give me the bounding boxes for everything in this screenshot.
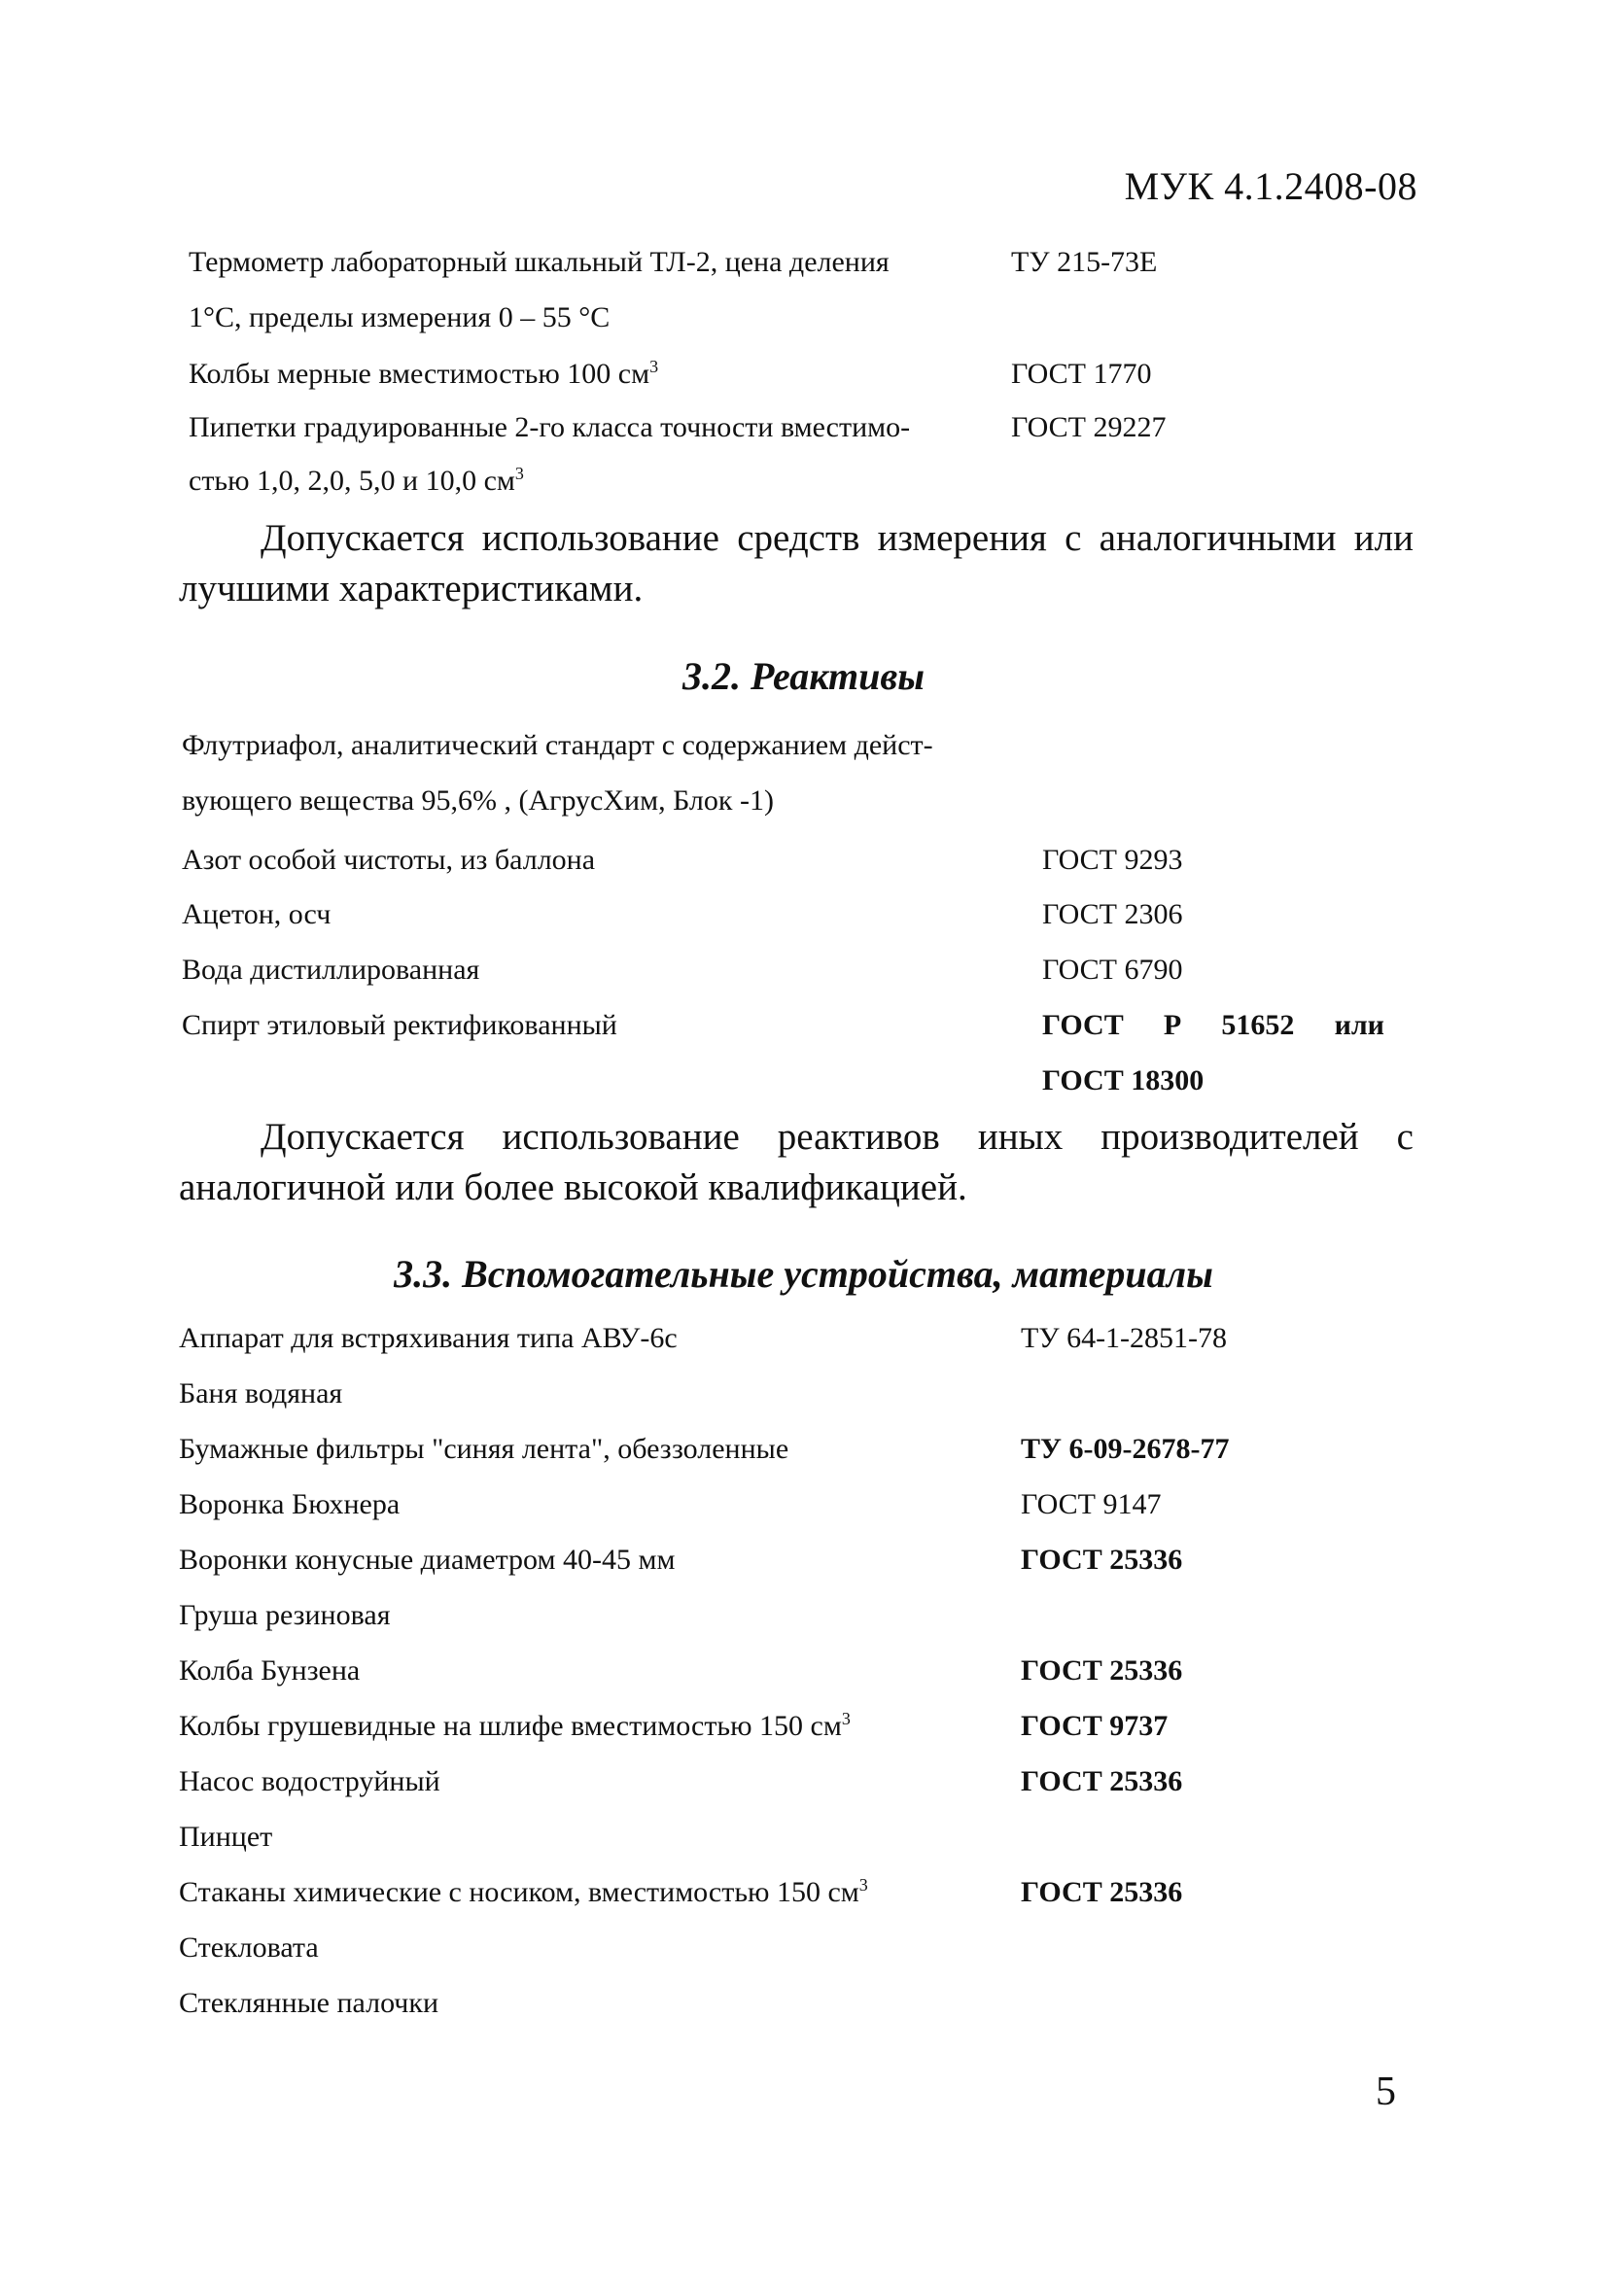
reagent-name: Ацетон, осч <box>182 898 332 930</box>
document-code: МУК 4.1.2408-08 <box>1124 164 1417 208</box>
auxiliary-row <box>0 1314 1607 1363</box>
auxiliary-name: Воронки конусные диаметром 40-45 мм <box>179 1544 676 1576</box>
reagent-name-cont: вующего вещества 95,6% , (АгрусХим, Блок -1) <box>182 784 774 817</box>
instrument-row-pipettes-cont <box>0 457 1607 505</box>
auxiliary-standard: ТУ 6-09-2678-77 <box>1021 1433 1230 1465</box>
reagent-row-flutriafol-cont <box>0 777 1607 825</box>
auxiliary-row <box>0 1979 1607 2028</box>
auxiliary-name: Пинцет <box>179 1821 273 1853</box>
auxiliary-name: Груша резиновая <box>179 1599 391 1631</box>
note-reagents: Допускается использование реактивов иных производителей с аналогичной или более высокой квалификацией. <box>179 1116 1414 1208</box>
auxiliary-row <box>0 1480 1607 1529</box>
reagent-name: Азот особой чистоты, из баллона <box>182 844 596 876</box>
reagent-standard: ГОСТ 2306 <box>1042 898 1183 930</box>
auxiliary-name: Стекловата <box>179 1931 319 1964</box>
auxiliary-name: Баня водяная <box>179 1377 343 1409</box>
instrument-row-flasks <box>0 350 1607 399</box>
instrument-row-pipettes <box>0 403 1607 452</box>
auxiliary-row <box>0 1647 1607 1695</box>
reagent-row <box>0 836 1607 885</box>
standard-part: или <box>1334 1009 1384 1041</box>
instrument-standard: ТУ 215-73Е <box>1011 246 1158 278</box>
instrument-name: Пипетки градуированные 2-го класса точности вместимо- <box>189 411 911 443</box>
auxiliary-row <box>0 1924 1607 1972</box>
auxiliary-row <box>0 1370 1607 1418</box>
auxiliary-standard: ТУ 64-1-2851-78 <box>1021 1322 1228 1354</box>
auxiliary-name: Насос водоструйный <box>179 1765 440 1797</box>
instrument-name: Термометр лабораторный шкальный ТЛ-2, цена деления <box>189 246 890 278</box>
instrument-row-thermometer <box>0 238 1607 287</box>
reagent-standard-alt: ГОСТ 18300 <box>1042 1064 1205 1096</box>
instrument-name-cont: стью 1,0, 2,0, 5,0 и 10,0 $см^3$ <box>189 464 524 497</box>
auxiliary-standard: ГОСТ 25336 <box>1021 1876 1183 1908</box>
instrument-row-thermometer-cont <box>0 294 1607 342</box>
auxiliary-name: Колба Бунзена <box>179 1654 361 1687</box>
reagent-name: Вода дистиллированная <box>182 954 480 986</box>
auxiliary-name: Бумажные фильтры "синяя лента", обеззоленные <box>179 1433 789 1465</box>
auxiliary-row <box>0 1868 1607 1917</box>
auxiliary-name: Воронка Бюхнера <box>179 1488 401 1520</box>
section-title-auxiliary: 3.3. Вспомогательные устройства, материалы <box>394 1252 1213 1296</box>
auxiliary-standard: ГОСТ 9737 <box>1021 1710 1169 1742</box>
auxiliary-row <box>0 1425 1607 1474</box>
auxiliary-standard: ГОСТ 25336 <box>1021 1654 1183 1687</box>
auxiliary-row <box>0 1813 1607 1861</box>
reagent-standard: ГОСТ 9293 <box>1042 844 1183 876</box>
reagent-name: Флутриафол, аналитический стандарт с содержанием дейст- <box>182 729 933 761</box>
reagent-name: Спирт этиловый ректификованный <box>182 1009 617 1041</box>
note-instruments: Допускается использование средств измерения с аналогичными или лучшими характеристиками. <box>179 517 1414 609</box>
instrument-standard: ГОСТ 1770 <box>1011 358 1152 390</box>
auxiliary-standard: ГОСТ 25336 <box>1021 1544 1183 1576</box>
auxiliary-name: Аппарат для встряхивания типа АВУ-6с <box>179 1322 678 1354</box>
reagent-row-flutriafol <box>0 721 1607 770</box>
auxiliary-name: Колбы грушевидные на шлифе вместимостью 150 $см^3$ <box>179 1709 851 1742</box>
instrument-standard: ГОСТ 29227 <box>1011 411 1167 443</box>
reagent-row-ethanol-alt <box>0 1057 1607 1105</box>
page-number: 5 <box>1376 2070 1396 2114</box>
instrument-name-cont: 1°С, пределы измерения 0 – 55 °С <box>189 301 611 333</box>
auxiliary-row <box>0 1591 1607 1640</box>
auxiliary-standard: ГОСТ 25336 <box>1021 1765 1183 1797</box>
reagent-row <box>0 946 1607 994</box>
standard-part: Р <box>1163 1009 1182 1041</box>
reagent-standard-ethanol <box>1042 1001 1384 1050</box>
auxiliary-standard: ГОСТ 9147 <box>1021 1488 1162 1520</box>
reagent-standard: ГОСТ 6790 <box>1042 954 1183 986</box>
instrument-name: Колбы мерные вместимостью 100 $см^3$ <box>189 357 659 390</box>
section-title-reagents: 3.2. Реактивы <box>682 654 925 698</box>
standard-part: ГОСТ <box>1042 1009 1124 1041</box>
reagent-row <box>0 890 1607 939</box>
auxiliary-row <box>0 1702 1607 1751</box>
auxiliary-row <box>0 1757 1607 1806</box>
auxiliary-name: Стеклянные палочки <box>179 1987 439 2019</box>
auxiliary-row <box>0 1536 1607 1584</box>
standard-part: 51652 <box>1221 1009 1295 1041</box>
auxiliary-name: Стаканы химические с носиком, вместимостью 150 $см^3$ <box>179 1875 868 1908</box>
